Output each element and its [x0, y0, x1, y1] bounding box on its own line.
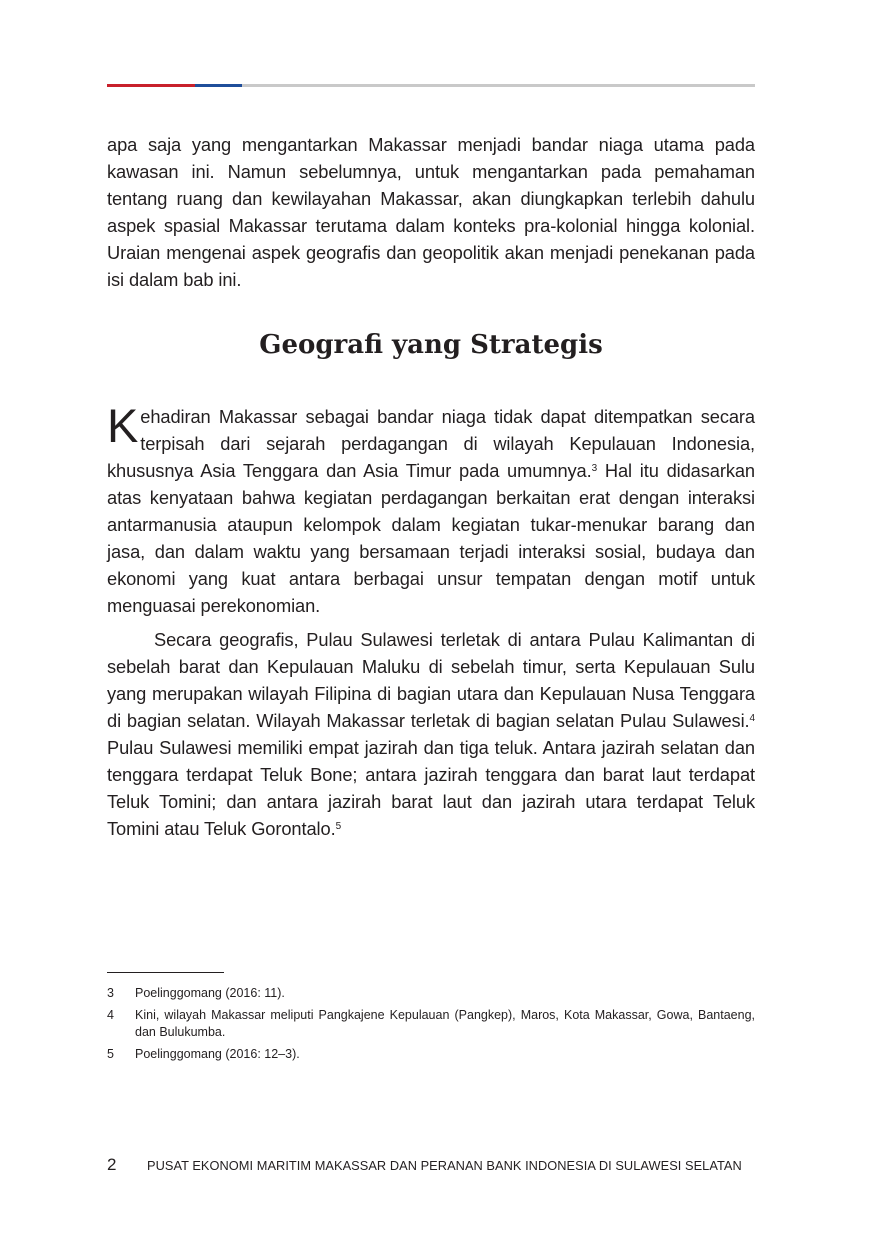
footnotes [107, 985, 755, 1068]
header-rule-red-segment [107, 84, 195, 87]
header-rule-grey-segment [242, 84, 755, 87]
paragraph-text-continued: Pulau Sulawesi memiliki empat jazirah dan tiga teluk. Antara jazirah selatan dan tenggara terdapat Teluk Bone; antara jazirah tenggara dan barat laut terdapat Teluk Tomini; dan antara jazirah barat laut dan jazirah utara terdapat Teluk Tomini atau Teluk Gorontalo. [107, 737, 755, 839]
section-heading: Geografi yang Strategis [259, 330, 603, 360]
paragraph-geografis [107, 626, 755, 842]
header-rule-blue-segment [195, 84, 242, 87]
running-title: PUSAT EKONOMI MARITIM MAKASSAR DAN PERANAN BANK INDONESIA DI SULAWESI SELATAN [147, 1158, 742, 1173]
page-footer [107, 1155, 755, 1175]
paragraph-text: ehadiran Makassar sebagai bandar niaga tidak dapat ditempatkan secara terpisah dari sejarah perdagangan di wilayah Kepulauan Indonesia, khususnya Asia Tenggara dan Asia Timur pada umumnya. [107, 406, 755, 481]
footnote-item [107, 1046, 755, 1063]
header-rule [107, 84, 755, 87]
footnote-text: Poelinggomang (2016: 11). [135, 986, 285, 1000]
footnote-text: Kini, wilayah Makassar meliputi Pangkajene Kepulauan (Pangkep), Maros, Kota Makassar, Gowa, Bantaeng, dan Bulukumba. [135, 1008, 755, 1039]
footnote-number: 5 [107, 1047, 114, 1061]
footnote-separator [107, 972, 224, 973]
intro-paragraph: apa saja yang mengantarkan Makassar menjadi bandar niaga utama pada kawasan ini. Namun sebelumnya, untuk mengantarkan pada pemahaman tentang ruang dan kewilayahan Makassar, akan diungkapkan terlebih dahulu aspek spasial Makassar terutama dalam konteks pra-kolonial hingga kolonial. Uraian mengenai aspek geografis dan geopolitik akan menjadi penekanan pada isi dalam bab ini. [107, 134, 755, 290]
drop-cap: K [107, 399, 139, 452]
footnote-ref-4[interactable]: 4 [749, 713, 755, 724]
footnote-number: 4 [107, 1008, 114, 1022]
footnote-number: 3 [107, 986, 114, 1000]
footnote-ref-3[interactable]: 3 [591, 463, 598, 474]
paragraph-text-continued: Hal itu didasarkan atas kenyataan bahwa kegiatan perdagangan berkaitan erat dengan interaksi antarmanusia ataupun kelompok dalam kegiatan tukar-menukar barang dan jasa, dan dalam waktu yang bersamaan terjadi interaksi sosial, budaya dan ekonomi yang kuat antara berbagai unsur tempatan dengan motif untuk menguasai perekonomian. [107, 460, 755, 616]
page-number: 2 [107, 1155, 117, 1174]
footnote-text: Poelinggomang (2016: 12–3). [135, 1047, 300, 1061]
footnote-ref-5[interactable]: 5 [335, 821, 342, 832]
footnote-item [107, 1007, 755, 1041]
footnote-item [107, 985, 755, 1002]
paragraph-kehadiran [107, 399, 755, 619]
paragraph-text: Secara geografis, Pulau Sulawesi terletak di antara Pulau Kalimantan di sebelah barat dan Kepulauan Maluku di sebelah timur, serta Kepulauan Sulu yang merupakan wilayah Filipina di bagian utara dan Kepulauan Nusa Tenggara di bagian selatan. Wilayah Makassar terletak di bagian selatan Pulau Sulawesi. [107, 629, 755, 731]
